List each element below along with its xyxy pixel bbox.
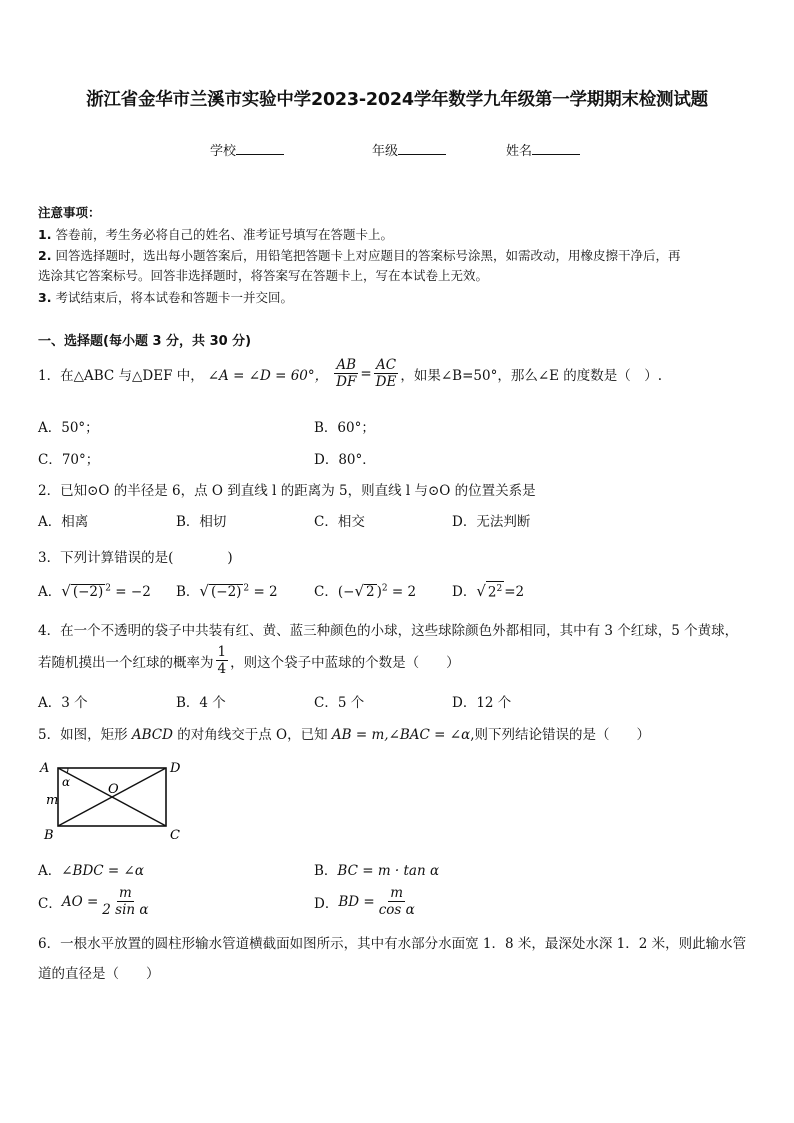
q1-fraction-1: $\frac{AB}{DF}$ xyxy=(336,357,357,390)
option-label: D． xyxy=(452,584,477,600)
q2-option-d[interactable]: D．无法判断 xyxy=(452,514,531,530)
notice-text: 答卷前，考生务必将自己的姓名、准考证号填写在答题卡上。 xyxy=(55,227,393,242)
notice-item-3 xyxy=(38,288,293,306)
q2-option-a[interactable]: A．相离 xyxy=(38,514,89,530)
option-label: A． xyxy=(38,584,62,600)
exponent: 2 xyxy=(381,583,388,594)
q5-option-b[interactable] xyxy=(314,859,439,879)
q5-c-fraction: $\frac{m}{\text{2 sin α}}$ xyxy=(102,885,149,918)
rectangle-figure xyxy=(34,756,194,844)
question-1 xyxy=(38,357,662,390)
option-label: C． xyxy=(38,895,62,912)
exponent: 2 xyxy=(243,583,250,594)
result: = 2 xyxy=(387,584,417,600)
exponent: 2 xyxy=(496,583,503,594)
option-label: B． xyxy=(314,863,338,879)
question-6-line-1: 6．一根水平放置的圆柱形输水管道横截面如图所示，其中有水部分水面宽 1．8 米，最深处水深 1．2 米，则此输水管 xyxy=(38,936,747,952)
name-field[interactable] xyxy=(506,140,580,159)
school-blank[interactable] xyxy=(236,142,284,155)
q4-text-2: ，则这个袋子中蓝球的个数是（ ） xyxy=(230,654,460,671)
name-blank[interactable] xyxy=(532,142,580,155)
notice-num: 3. xyxy=(38,290,52,305)
q4-option-a[interactable]: A．3 个 xyxy=(38,695,88,711)
q5-text: 5．如图，矩形 xyxy=(38,727,132,743)
notice-num: 1. xyxy=(38,227,52,242)
paren-close: ) xyxy=(376,584,382,600)
q4-option-b[interactable]: B．4 个 xyxy=(176,695,226,711)
school-label: 学校 xyxy=(210,144,237,159)
q4-text: 若随机摸出一个红球的概率为 xyxy=(38,654,214,671)
paren-open: (− xyxy=(337,584,355,600)
question-2: 2．已知⊙O 的半径是 6，点 O 到直线 l 的距离为 5，则直线 l 与⊙O 的位置关系是 xyxy=(38,483,536,499)
label-m: m xyxy=(46,793,59,808)
q5-option-a[interactable] xyxy=(38,859,144,879)
radicand: $2^2$ xyxy=(486,581,504,600)
q1-equals: = xyxy=(360,365,372,382)
result: =2 xyxy=(504,584,525,600)
label-a: A xyxy=(40,761,50,776)
q1-option-d[interactable]: D．80°． xyxy=(314,452,376,468)
grade-field[interactable] xyxy=(372,140,446,159)
option-expr: BD = xyxy=(338,893,375,910)
notice-item-2-cont: 选涂其它答案标号。回答非选择题时，将答案写在答题卡上，写在本试卷上无效。 xyxy=(38,268,489,283)
q5-d-fraction: $\frac{m}{\text{cos α}}$ xyxy=(378,885,415,918)
option-expr: ∠BDC = ∠α xyxy=(61,863,144,879)
notice-text: 回答选择题时，选出每小题答案后，用铅笔把答题卡上对应题目的答案标号涂黑，如需改动，用橡皮擦干净后，再 xyxy=(55,248,681,263)
question-6-line-2: 道的直径是（ ） xyxy=(38,966,160,982)
question-4-line-1: 4．在一个不透明的袋子中共装有红、黄、蓝三种颜色的小球，这些球除颜色外都相同，其中有 3 个红球，5 个黄球， xyxy=(38,623,739,639)
notice-item-1 xyxy=(38,225,393,243)
option-label: A． xyxy=(38,863,62,879)
q3-option-b[interactable]: B．√ (−2) $^2$ = 2 xyxy=(176,582,278,600)
notice-item-2 xyxy=(38,246,680,264)
question-4-line-2 xyxy=(38,644,460,677)
q5-option-d[interactable] xyxy=(314,885,419,918)
q4-option-c[interactable]: C．5 个 xyxy=(314,695,365,711)
notice-num: 2. xyxy=(38,248,52,263)
label-c: C xyxy=(170,828,180,843)
q5-option-c[interactable] xyxy=(38,885,153,918)
q1-option-a[interactable]: A．50°； xyxy=(38,420,99,436)
q3-option-a[interactable]: A．√ (−2) $^2$ = −2 xyxy=(38,582,151,600)
q2-option-c[interactable]: C．相交 xyxy=(314,514,365,530)
result: = −2 xyxy=(110,584,151,600)
notice-text: 考试结束后，将本试卷和答题卡一并交回。 xyxy=(55,290,293,305)
q1-suffix: ，如果∠B=50°，那么∠E 的度数是（ ）. xyxy=(400,367,663,384)
q1-option-b[interactable]: B．60°； xyxy=(314,420,375,436)
name-label: 姓名 xyxy=(506,144,533,159)
radicand: 2 xyxy=(366,584,375,600)
exponent: 2 xyxy=(105,583,111,594)
q3-option-d[interactable]: D．√ $2^2 =2$ xyxy=(452,582,525,600)
section-heading: 一、选择题(每小题 3 分，共 30 分) xyxy=(38,334,252,349)
grade-label: 年级 xyxy=(372,144,399,159)
q5-text: 的对角线交于点 O，已知 xyxy=(172,727,332,743)
school-field[interactable] xyxy=(210,140,284,159)
result: = 2 xyxy=(249,584,278,600)
grade-blank[interactable] xyxy=(398,142,446,155)
page-title: 浙江省金华市兰溪市实验中学2023-2024学年数学九年级第一学期期末检测试题 xyxy=(86,90,708,110)
notice-heading: 注意事项： xyxy=(38,205,101,220)
q4-option-d[interactable]: D．12 个 xyxy=(452,695,512,711)
radicand: (−2) xyxy=(72,584,104,600)
q5-rect-name: ABCD xyxy=(131,727,173,743)
label-d: D xyxy=(170,761,181,776)
option-label: B． xyxy=(176,584,200,600)
q1-option-c[interactable]: C．70°； xyxy=(38,452,100,468)
q4-fraction: $\frac{1}{4}$ xyxy=(217,644,227,677)
question-5 xyxy=(38,723,650,743)
q1-prefix: 1．在△ABC 与△DEF 中， xyxy=(38,367,204,384)
radicand: (−2) xyxy=(210,584,242,600)
q1-condition: ∠A = ∠D = 60°， xyxy=(207,367,329,384)
q1-fraction-2: $\frac{AC}{DE}$ xyxy=(375,357,397,390)
q5-condition: AB = m,∠BAC = ∠α xyxy=(331,727,471,743)
q3-option-c[interactable]: C．(−√ 2 )$^2$ = 2 xyxy=(314,582,417,600)
option-expr: BC = m · tan α xyxy=(337,863,440,879)
question-3: 3．下列计算错误的是( ) xyxy=(38,550,233,566)
option-expr: AO = xyxy=(61,893,99,910)
q5-text: ,则下列结论错误的是（ ） xyxy=(470,727,651,743)
label-alpha: α xyxy=(62,775,71,789)
label-o: O xyxy=(108,782,119,797)
option-label: D． xyxy=(314,895,339,912)
label-b: B xyxy=(44,828,54,843)
option-label: C． xyxy=(314,584,338,600)
q2-option-b[interactable]: B．相切 xyxy=(176,514,227,530)
